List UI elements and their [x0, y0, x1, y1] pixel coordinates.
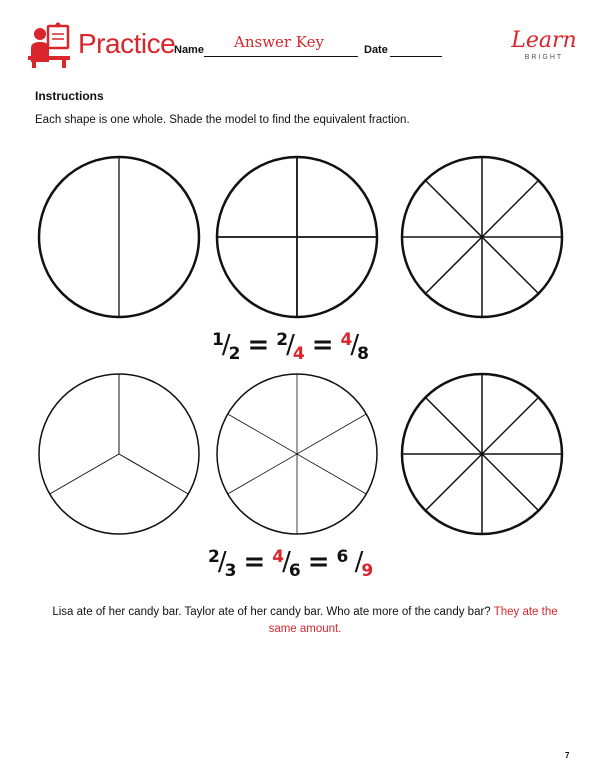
question-text: Lisa ate of her candy bar. Taylor ate of her candy bar. Who ate more of the candy bar? — [52, 606, 491, 618]
fraction-1-2: $^1/_2$ — [212, 329, 241, 364]
instructions-text: Each shape is one whole. Shade the model to find the equivalent fraction. — [35, 114, 410, 126]
brand-logo — [508, 28, 580, 68]
circle-model-eighths-2[interactable] — [402, 374, 562, 534]
brand-subtitle: BRIGHT — [524, 54, 564, 61]
brand-name: Learn — [511, 28, 577, 53]
page-number: 7 — [565, 751, 570, 760]
fraction-2-4: $^2/_4$ — [276, 329, 305, 364]
page-header — [0, 0, 600, 80]
fraction-4-8: $^4/_8$ — [340, 329, 369, 364]
circle-model-halves[interactable] — [39, 157, 199, 317]
name-field[interactable] — [204, 56, 358, 57]
circle-model-fourths[interactable] — [217, 157, 377, 317]
circle-model-sixths[interactable] — [217, 374, 377, 534]
date-label: Date — [364, 44, 388, 56]
equation-thirds: $^2/_3 = ^4/_6 = ^6$ $/_9$ — [208, 546, 374, 581]
fraction-4-6: $^4/_6$ — [272, 546, 301, 581]
circle-model-thirds[interactable] — [39, 374, 199, 534]
word-problem — [40, 604, 570, 638]
student-at-desk-icon — [28, 22, 72, 68]
page-title: Practice — [78, 28, 176, 59]
circle-model-eighths[interactable] — [402, 157, 562, 317]
fraction-6-9: $^6$ $/_9$ — [336, 546, 374, 581]
answer-key-label: Answer Key — [234, 33, 324, 51]
name-label: Name — [174, 44, 204, 56]
fraction-2-3: $^2/_3$ — [208, 546, 237, 581]
equation-halves: $^1/_2 = ^2/_4 = ^4/_8$ — [212, 329, 369, 364]
instructions-heading: Instructions — [35, 89, 104, 103]
date-field[interactable] — [390, 56, 442, 57]
question-answer: They ate the same amount. — [268, 606, 558, 635]
